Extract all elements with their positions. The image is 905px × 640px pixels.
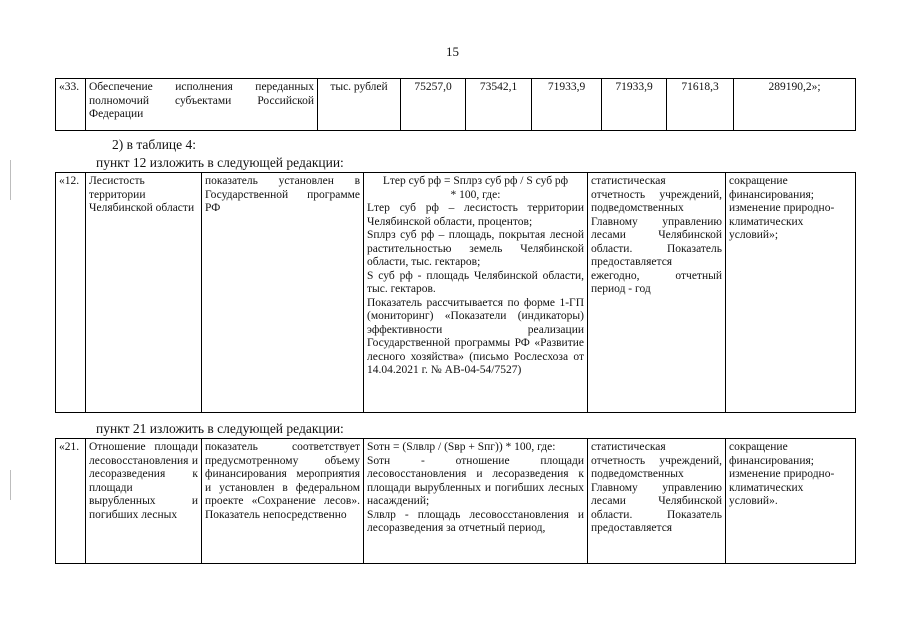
- value-cell: 71933,9: [532, 79, 602, 131]
- row-number: «33.: [56, 79, 86, 131]
- table-row-33: [55, 78, 856, 131]
- paragraph-item21: пункт 21 изложить в следующей редакции:: [96, 421, 344, 436]
- value-cell: 75257,0: [401, 79, 466, 131]
- formula-line: Sотн - отношение площади лесовосстановления и лесоразведения к площади вырубленных и погибших лесных насаждений;: [367, 454, 584, 507]
- factors-cell: сокращение финансирования; изменение природно-климатических условий».: [726, 439, 856, 564]
- basis-cell: показатель соответствует предусмотренному объему финансирования мероприятия и установлен в федеральном проекте «Сохранение лесов». Показатель непосредственно: [202, 439, 364, 564]
- formula-line: Показатель рассчитывается по форме 1-ГП (мониторинг) «Показатели (индикаторы) эффективности реализации Государственной программы РФ «Развитие лесного хозяйства» (письмо Рослесхоза от 14.04.2021 г. № АВ-04-54/7527): [367, 296, 584, 376]
- row-number: «21.: [56, 439, 86, 564]
- source-cell: статистическая отчетность учреждений, подведомственных Главному управлению лесами Челябинской области. Показатель предоставляется ежегодно, отчетный период - год: [588, 173, 726, 413]
- unit-cell: тыс. рублей: [318, 79, 401, 131]
- indicator-name: Отношение площади лесовосстановления и лесоразведения к площади вырубленных и погибших лесных: [86, 439, 202, 564]
- indicator-name: Лесистость территории Челябинской области: [86, 173, 202, 413]
- source-cell: статистическая отчетность учреждений, подведомственных Главному управлению лесами Челябинской области. Показатель предоставляется: [588, 439, 726, 564]
- paragraph-item12: пункт 12 изложить в следующей редакции:: [96, 155, 344, 170]
- formula-line: * 100, где:: [450, 188, 501, 201]
- formula-line: Lтер суб рф = Sплрз суб рф / S суб рф: [382, 175, 569, 187]
- formula-line: Sплрз суб рф – площадь, покрытая лесной растительностью земель Челябинской области, тыс. гектаров;: [367, 229, 584, 268]
- value-cell: 73542,1: [466, 79, 532, 131]
- formula-line: Sотн = (Sлвлр / (Sвр + Sпг)) * 100, где:: [367, 441, 556, 453]
- table-row-12: [55, 172, 856, 413]
- formula-line: Lтер суб рф – лесистость территории Челябинской области, процентов;: [367, 202, 584, 228]
- scan-edge-mark: [10, 470, 11, 500]
- scan-edge-mark: [10, 160, 11, 200]
- table-row-21: [55, 438, 856, 564]
- paragraph-table4: 2) в таблице 4:: [112, 137, 197, 152]
- formula-cell: [364, 173, 588, 413]
- formula-line: S суб рф - площадь Челябинской области, тыс. гектаров.: [367, 269, 584, 295]
- page-number: 15: [446, 44, 459, 59]
- formula-cell: [364, 439, 588, 564]
- basis-cell: показатель установлен в Государственной программе РФ: [202, 173, 364, 413]
- value-cell: 71933,9: [602, 79, 667, 131]
- value-cell: 71618,3: [667, 79, 734, 131]
- formula-line: Sлвлр - площадь лесовосстановления и лесоразведения за отчетный период,: [367, 508, 584, 534]
- value-cell: 289190,2»;: [734, 79, 856, 131]
- indicator-name: Обеспечение исполнения переданных полномочий субъектами Российской Федерации: [86, 79, 318, 131]
- row-number: «12.: [56, 173, 86, 413]
- factors-cell: сокращение финансирования; изменение природно-климатических условий»;: [726, 173, 856, 413]
